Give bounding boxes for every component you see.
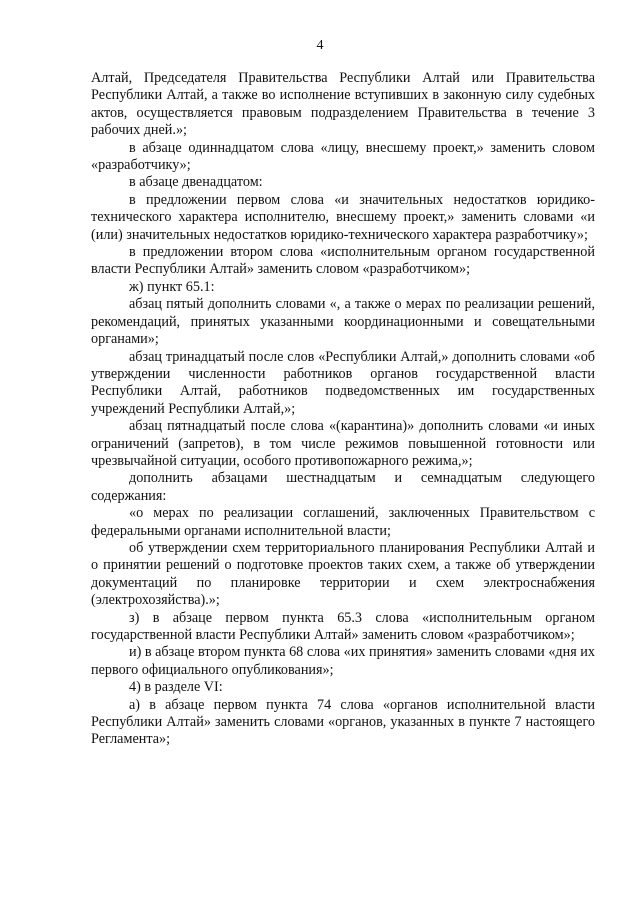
paragraph: «о мерах по реализации соглашений, заключенных Правительством с федеральными органами исполнительной власти; (91, 505, 595, 539)
paragraph: в абзаце двенадцатом: (129, 174, 263, 191)
paragraph: ж) пункт 65.1: (129, 278, 215, 295)
paragraph: а) в абзаце первом пункта 74 слова «органов исполнительной власти Республики Алтай» заменить словами «органов, указанных в пункте 7 настоящего Регламента»; (91, 696, 595, 748)
document-body (91, 70, 595, 749)
paragraph: з) в абзаце первом пункта 65.3 слова «исполнительным органом государственной власти Республики Алтай» заменить словом «разработчиком»; (91, 609, 595, 643)
paragraph: в предложении втором слова «исполнительным органом государственной власти Республики Алтай» заменить словом «разработчиком»; (91, 244, 595, 278)
paragraph: об утверждении схем территориального планирования Республики Алтай и о принятии решений о подготовке проектов таких схем, а также об утверждении документаций по планировке территории и схем электроснабжения (электрохозяйства).»; (91, 539, 595, 609)
paragraph: в предложении первом слова «и значительных недостатков юридико-технического характера исполнителю, внесшему проект,» заменить словами «и (или) значительных недостатков юридико-технического характера разработчику»; (91, 191, 595, 243)
paragraph: дополнить абзацами шестнадцатым и семнадцатым следующего содержания: (91, 470, 595, 504)
paragraph: и) в абзаце втором пункта 68 слова «их принятия» заменить словами «дня их первого официального опубликования»; (91, 644, 595, 678)
paragraph: 4) в разделе VI: (129, 679, 223, 696)
page-number: 4 (316, 38, 324, 53)
paragraph: Алтай, Председателя Правительства Республики Алтай или Правительства Республики Алтай, а также во исполнение вступивших в законную силу судебных актов, осуществляется правовым подразделением Правительства в течение 3 рабочих дней.»; (91, 70, 595, 139)
paragraph: абзац тринадцатый после слов «Республики Алтай,» дополнить словами «об утверждении численности работников органов государственной власти Республики Алтай, работников подведомственных им государственных учреждений Республики Алтай,»; (91, 348, 595, 417)
paragraph: абзац пятнадцатый после слова «(карантина)» дополнить словами «и иных ограничений (запретов), в том числе режимов повышенной готовности или чрезвычайной ситуации, особого противопожарного режима,»; (91, 418, 595, 469)
paragraph: абзац пятый дополнить словами «, а также о мерах по реализации решений, рекомендаций, принятых указанными координационными и совещательными органами»; (91, 296, 595, 348)
paragraph: в абзаце одиннадцатом слова «лицу, внесшему проект,» заменить словом «разработчику»; (91, 139, 595, 174)
